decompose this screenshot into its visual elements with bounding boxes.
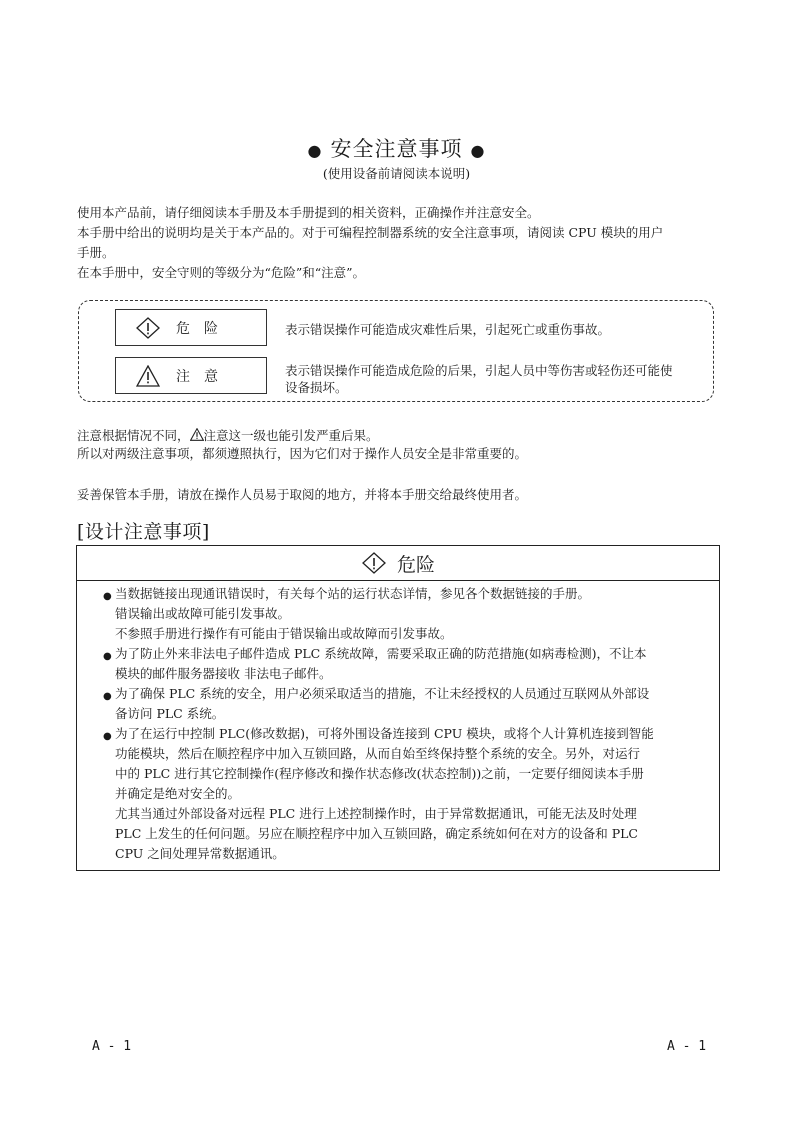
danger-box-header — [77, 546, 719, 581]
danger-line: 尤其当通过外部设备对远程 PLC 进行上述控制操作时，由于异常数据通讯，可能无法及时处理 — [115, 806, 637, 821]
danger-line: PLC 上发生的任何问题。另应在顺控程序中加入互锁回路，确定系统如何在对方的设备和 PLC — [115, 826, 638, 841]
bullet-dot-left: ● — [307, 141, 323, 160]
page-title — [0, 133, 793, 163]
danger-line: 模块的邮件服务器接收 非法电子邮件。 — [115, 666, 332, 681]
danger-line: 为了在运行中控制 PLC(修改数据)，可将外围设备连接到 CPU 模块，或将个人计算机连接到智能 — [115, 726, 654, 741]
caution-label-box — [115, 357, 267, 394]
bullet-4: ● — [103, 731, 112, 742]
bullet-2: ● — [103, 651, 112, 662]
danger-line: CPU 之间处理异常数据通讯。 — [115, 846, 285, 861]
danger-line: 为了防止外来非法电子邮件造成 PLC 系统故障，需要采取正确的防范措施(如病毒检测)，不让本 — [115, 646, 647, 661]
notes-line-1 — [77, 427, 379, 445]
notes-line-3: 妥善保管本手册，请放在操作人员易于取阅的地方，并将本手册交给最终使用者。 — [77, 487, 528, 502]
danger-line: 功能模块，然后在顺控程序中加入互锁回路，从而自始至终保持整个系统的安全。另外，对运行 — [115, 746, 641, 761]
page-number-left: A - 1 — [92, 1039, 132, 1054]
notes-line-1-post: 注意这一级也能引发严重后果。 — [203, 428, 379, 443]
danger-line: 并确定是绝对安全的。 — [115, 786, 241, 801]
notes-line-2: 所以对两级注意事项，都须遵照执行，因为它们对于操作人员安全是非常重要的。 — [77, 446, 528, 461]
danger-line: 当数据链接出现通讯错误时，有关每个站的运行状态详情，参见各个数据链接的手册。 — [115, 586, 591, 601]
danger-diamond-icon — [361, 552, 387, 574]
danger-line: 错误输出或故障可能引发事故。 — [115, 606, 291, 621]
section-title: [设计注意事项] — [77, 521, 210, 543]
caution-description-1: 表示错误操作可能造成危险的后果，引起人员中等伤害或轻伤还可能使 — [285, 363, 673, 378]
danger-description: 表示错误操作可能造成灾难性后果，引起死亡或重伤事故。 — [285, 322, 611, 337]
bullet-dot-right: ● — [470, 141, 486, 160]
intro-line-3: 在本手册中，安全守则的等级分为“危险”和“注意”。 — [77, 265, 366, 280]
bullet-1: ● — [103, 591, 112, 602]
danger-line: 备访问 PLC 系统。 — [115, 706, 225, 721]
caution-inline-icon — [190, 428, 204, 441]
danger-box-heading: 危险 — [396, 553, 435, 576]
danger-label-text: 危险 — [176, 320, 232, 337]
page-subtitle: (使用设备前请阅读本说明) — [322, 166, 471, 181]
intro-line-2b: 手册。 — [77, 245, 115, 260]
title-text: 安全注意事项 — [330, 137, 463, 161]
danger-diamond-icon — [136, 317, 160, 339]
danger-line: 为了确保 PLC 系统的安全，用户必须采取适当的措施，不让未经授权的人员通过互联网从外部设 — [115, 686, 650, 701]
danger-label-box — [115, 309, 267, 346]
danger-line: 中的 PLC 进行其它控制操作(程序修改和操作状态修改(状态控制))之前，一定要仔细阅读本手册 — [115, 766, 644, 781]
bullet-3: ● — [103, 691, 112, 702]
caution-label-text: 注意 — [176, 368, 232, 385]
caution-description-2: 设备损坏。 — [285, 380, 348, 395]
notes-line-1-pre: 注意根据情况不同， — [77, 428, 190, 443]
intro-line-2a: 本手册中给出的说明均是关于本产品的。对于可编程控制器系统的安全注意事项，请阅读 CPU 模块的用户 — [77, 225, 664, 240]
intro-line-1: 使用本产品前，请仔细阅读本手册及本手册提到的相关资料，正确操作并注意安全。 — [77, 205, 540, 220]
design-danger-box — [76, 545, 720, 871]
danger-line: 不参照手册进行操作有可能由于错误输出或故障而引发事故。 — [115, 626, 453, 641]
page-number-right: A - 1 — [667, 1039, 707, 1054]
caution-triangle-icon — [136, 365, 160, 387]
